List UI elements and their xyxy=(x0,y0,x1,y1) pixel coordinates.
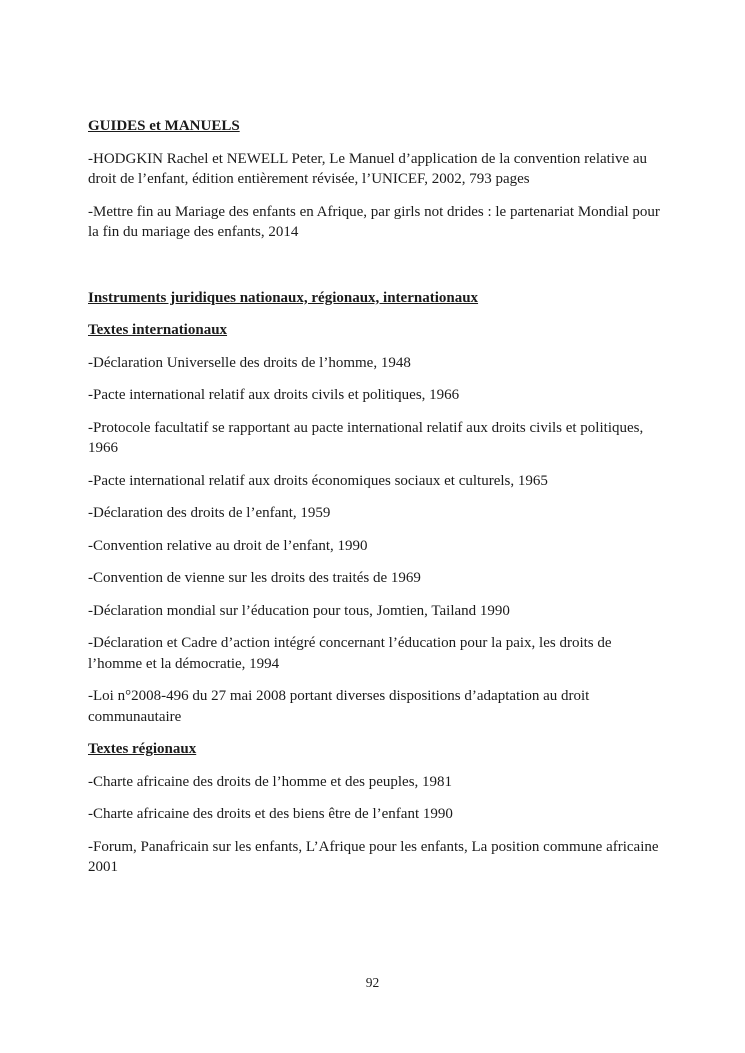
section-heading-instruments-juridiques: Instruments juridiques nationaux, régionaux, internationaux xyxy=(88,289,479,306)
document-page-content xyxy=(88,116,666,890)
list-item-declaration-droits-enfant-1959: -Déclaration des droits de l’enfant, 1959 xyxy=(88,505,331,521)
list-item-declaration-mondial-education-1990: -Déclaration mondial sur l’éducation pour tous, Jomtien, Tailand 1990 xyxy=(88,602,510,619)
list-item-charte-africaine-1981: -Charte africaine des droits de l’homme et des peuples, 1981 xyxy=(88,773,453,790)
list-item-loi-2008-496: -Loi n°2008-496 du 27 mai 2008 portant diverses dispositions d’adaptation au droit communautaire xyxy=(88,688,590,725)
page-footer xyxy=(0,974,745,992)
list-item-convention-droit-enfant-1990: -Convention relative au droit de l’enfant, 1990 xyxy=(88,537,368,554)
subsection-heading-textes-internationaux: Textes internationaux xyxy=(88,322,228,338)
section-heading-guides-et-manuels: GUIDES et MANUELS xyxy=(88,118,240,134)
list-item-forum-panafricain-2001: -Forum, Panafricain sur les enfants, L’Afrique pour les enfants, La position commune africaine 2001 xyxy=(88,838,659,875)
bibliography-entry-mettre-fin-mariage: -Mettre fin au Mariage des enfants en Afrique, par girls not drides : le partenariat Mondial pour la fin du mariage des enfants, 2014 xyxy=(88,203,660,240)
list-item-protocole-facultatif-1966: -Protocole facultatif se rapportant au pacte international relatif aux droits civils et politiques, 1966 xyxy=(88,419,644,456)
list-item-pacte-economiques-1965: -Pacte international relatif aux droits économiques sociaux et culturels, 1965 xyxy=(88,472,548,489)
list-item-convention-vienne-1969: -Convention de vienne sur les droits des traités de 1969 xyxy=(88,570,421,586)
bibliography-entry-hodgkin-newell: -HODGKIN Rachel et NEWELL Peter, Le Manuel d’application de la convention relative au droit de l’enfant, édition entièrement révisée, l’UNICEF, 2002, 793 pages xyxy=(88,150,648,187)
list-item-declaration-universelle-1948: -Déclaration Universelle des droits de l’homme, 1948 xyxy=(88,354,411,371)
list-item-pacte-civils-politiques-1966: -Pacte international relatif aux droits civils et politiques, 1966 xyxy=(88,387,460,403)
page-number: 92 xyxy=(365,975,380,990)
subsection-heading-textes-regionaux: Textes régionaux xyxy=(88,741,197,757)
list-item-charte-africaine-1990: -Charte africaine des droits et des biens être de l’enfant 1990 xyxy=(88,806,453,822)
blank-line-spacer xyxy=(88,255,666,288)
list-item-declaration-cadre-action-1994: -Déclaration et Cadre d’action intégré concernant l’éducation pour la paix, les droits de l’homme et la démocratie, 1994 xyxy=(88,635,612,672)
